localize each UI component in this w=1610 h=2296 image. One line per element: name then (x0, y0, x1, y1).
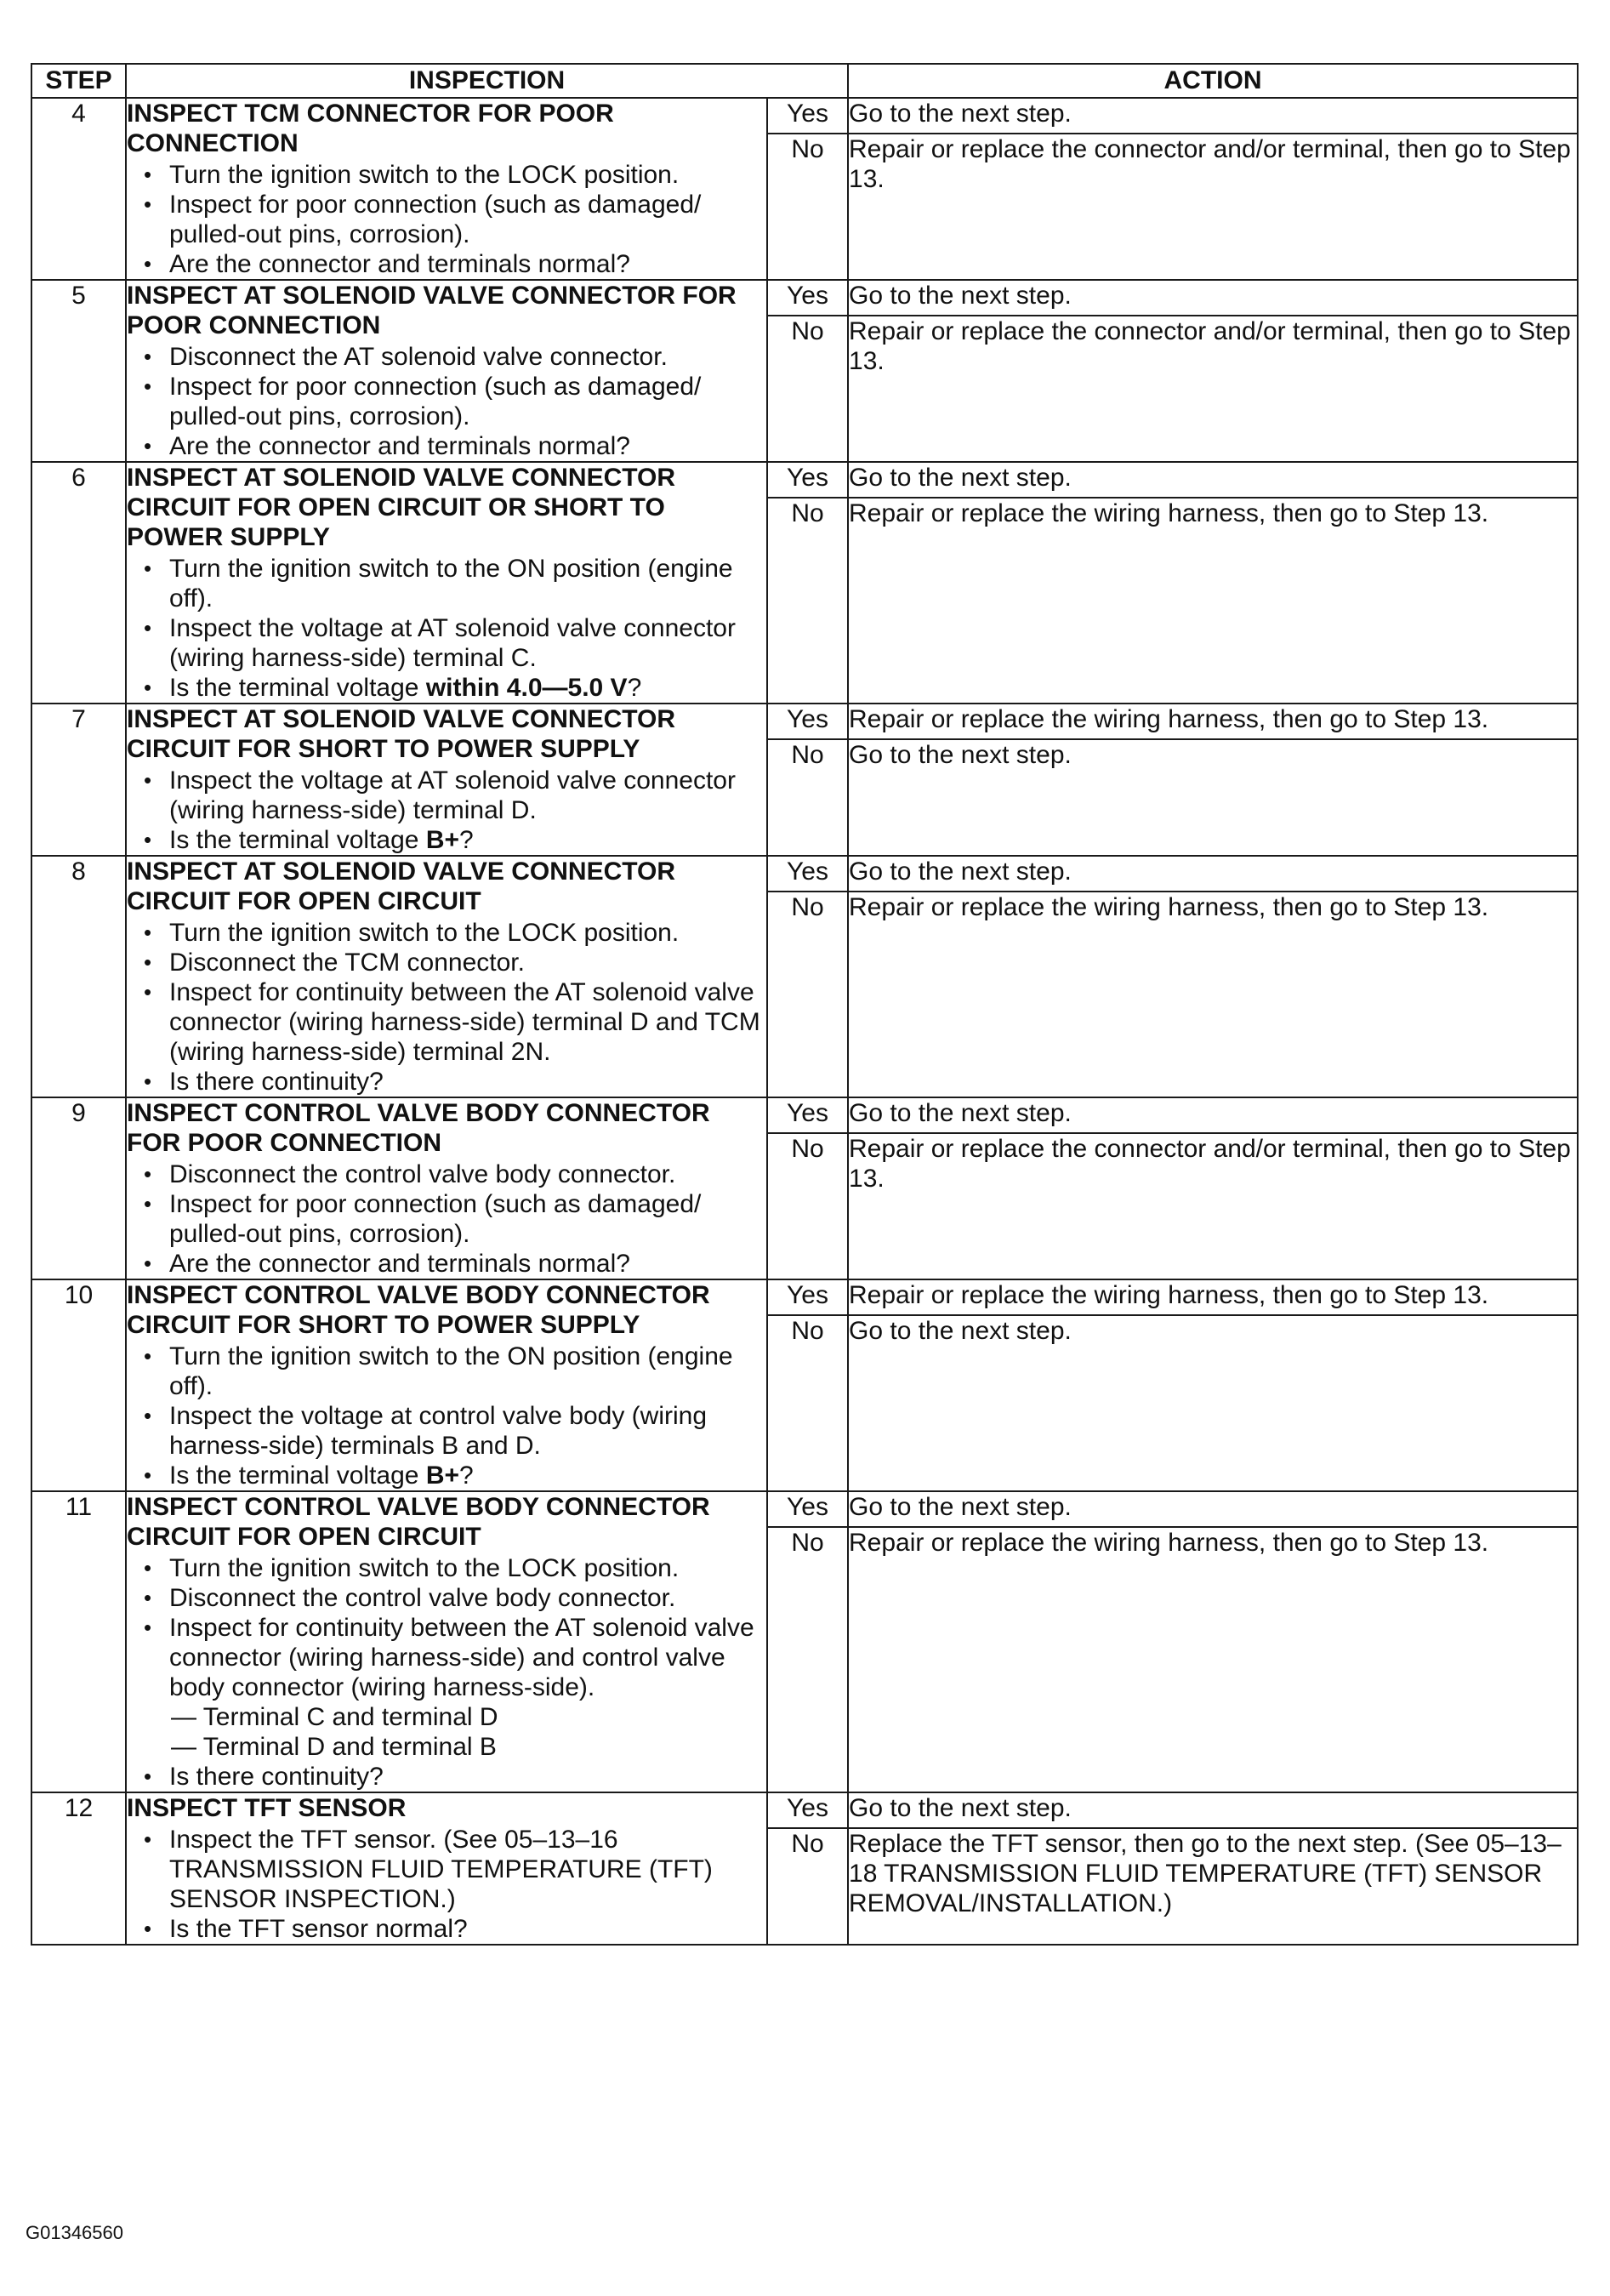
yes-label: Yes (767, 1097, 848, 1133)
no-label: No (767, 316, 848, 462)
table-row (31, 462, 1578, 498)
figure-code: G01346560 (26, 2222, 123, 2243)
inspection-title: INSPECT AT SOLENOID VALVE CONNECTOR FOR POOR CONNECTION (127, 282, 737, 339)
question-end: ? (459, 1461, 474, 1490)
question-text: Is the terminal voltage (169, 826, 426, 854)
yes-label: Yes (767, 1491, 848, 1527)
inspection-cell (126, 280, 767, 462)
inspection-bullet: • Turn the ignition switch to the LOCK position. (127, 160, 766, 190)
inspection-bullet: • Turn the ignition switch to the ON position (engine off). (127, 554, 766, 613)
terminal-pair: — Terminal C and terminal D (171, 1703, 498, 1731)
inspection-bullet: • Are the connector and terminals normal? (127, 431, 766, 461)
inspection-bullet-question (127, 673, 766, 703)
yes-action: Go to the next step. (848, 856, 1578, 892)
inspection-bullet: • Inspect the voltage at AT solenoid valve connector (wiring harness-side) terminal D. (127, 766, 766, 825)
no-label: No (767, 1828, 848, 1945)
inspection-bullet: • Turn the ignition switch to the LOCK position. (127, 918, 766, 948)
inspection-bullet: • Inspect for poor connection (such as damaged/ pulled-out pins, corrosion). (127, 190, 766, 249)
inspection-cell (126, 1792, 767, 1945)
inspection-title: INSPECT AT SOLENOID VALVE CONNECTOR CIRCUIT FOR OPEN CIRCUIT (127, 857, 676, 915)
yes-label: Yes (767, 1279, 848, 1315)
table-body (31, 98, 1578, 1945)
inspection-bullet: • Inspect the TFT sensor. (See 05–13–16 TRANSMISSION FLUID TEMPERATURE (TFT) SENSOR INSPECTION.) (127, 1825, 766, 1914)
inspection-title: INSPECT TFT SENSOR (127, 1794, 407, 1822)
yes-action: Go to the next step. (848, 1097, 1578, 1133)
diagnostic-sheet (31, 63, 1577, 1946)
inspection-bullet: • Inspect the voltage at control valve body (wiring harness-side) terminals B and D. (127, 1401, 766, 1461)
inspection-bullets (127, 342, 766, 461)
inspection-cell (126, 704, 767, 856)
inspection-bullets (127, 1159, 766, 1279)
inspection-bullet: • Inspect for continuity between the AT solenoid valve connector (wiring harness-side) terminal D and TCM (wiring harness-side) terminal 2N. (127, 977, 766, 1067)
no-label: No (767, 892, 848, 1097)
no-label: No (767, 1133, 848, 1279)
inspection-bullet: • Disconnect the control valve body connector. (127, 1159, 766, 1189)
inspection-bullet-question (127, 825, 766, 855)
inspection-title: INSPECT CONTROL VALVE BODY CONNECTOR CIRCUIT FOR OPEN CIRCUIT (127, 1493, 710, 1551)
inspection-cell (126, 98, 767, 280)
inspection-cell (126, 462, 767, 704)
table-row (31, 1097, 1578, 1133)
inspection-title: INSPECT AT SOLENOID VALVE CONNECTOR CIRCUIT FOR OPEN CIRCUIT OR SHORT TO POWER SUPPLY (127, 464, 676, 551)
inspection-cell (126, 1279, 767, 1491)
no-action: Repair or replace the wiring harness, then go to Step 13. (848, 892, 1578, 1097)
yes-action: Go to the next step. (848, 1792, 1578, 1828)
yes-label: Yes (767, 704, 848, 739)
inspection-cell (126, 1097, 767, 1279)
yes-label: Yes (767, 856, 848, 892)
step-number: 11 (31, 1491, 126, 1792)
step-number: 5 (31, 280, 126, 462)
no-label: No (767, 134, 848, 280)
table-row (31, 1279, 1578, 1315)
inspection-bullet: • Disconnect the control valve body connector. (127, 1583, 766, 1613)
inspection-bullet-question (127, 1461, 766, 1490)
inspection-bullet: • Inspect for poor connection (such as damaged/ pulled-out pins, corrosion). (127, 372, 766, 431)
inspection-title: INSPECT AT SOLENOID VALVE CONNECTOR CIRCUIT FOR SHORT TO POWER SUPPLY (127, 705, 676, 763)
no-action: Repair or replace the wiring harness, then go to Step 13. (848, 498, 1578, 704)
inspection-bullets (127, 160, 766, 279)
table-row (31, 280, 1578, 316)
inspection-bullet: • Turn the ignition switch to the ON position (engine off). (127, 1342, 766, 1401)
yes-label: Yes (767, 462, 848, 498)
step-number: 8 (31, 856, 126, 1097)
inspection-cell (126, 856, 767, 1097)
inspection-bullets (127, 1825, 766, 1944)
terminal-pair: — Terminal D and terminal B (171, 1733, 497, 1761)
question-text: Is the terminal voltage (169, 1461, 426, 1490)
step-header: STEP (31, 64, 126, 98)
inspection-bullet: • Is there continuity? (127, 1067, 766, 1097)
inspection-header: INSPECTION (126, 64, 848, 98)
no-action: Go to the next step. (848, 739, 1578, 856)
no-label: No (767, 498, 848, 704)
no-label: No (767, 1315, 848, 1491)
inspection-bullets (127, 554, 766, 703)
inspection-title: INSPECT CONTROL VALVE BODY CONNECTOR CIRCUIT FOR SHORT TO POWER SUPPLY (127, 1281, 710, 1339)
no-label: No (767, 1527, 848, 1792)
yes-label: Yes (767, 98, 848, 134)
inspection-bullet: • Is the TFT sensor normal? (127, 1914, 766, 1944)
no-label: No (767, 739, 848, 856)
question-value: within 4.0—5.0 V (425, 674, 628, 702)
inspection-bullets (127, 918, 766, 1097)
inspection-bullet: • Turn the ignition switch to the LOCK position. (127, 1553, 766, 1583)
question-end: ? (459, 826, 474, 854)
inspection-bullet: • Inspect for continuity between the AT solenoid valve connector (wiring harness-side) and control valve body connector (wiring harness-side). (127, 1613, 766, 1702)
inspection-bullet: • Is there continuity? (127, 1762, 766, 1792)
question-value: B+ (425, 1461, 460, 1490)
table-row (31, 1792, 1578, 1828)
no-action: Repair or replace the connector and/or terminal, then go to Step 13. (848, 316, 1578, 462)
header-row (31, 64, 1578, 98)
question-value: B+ (425, 826, 460, 854)
action-header: ACTION (848, 64, 1578, 98)
inspection-title: INSPECT CONTROL VALVE BODY CONNECTOR FOR POOR CONNECTION (127, 1099, 710, 1157)
table-row (31, 704, 1578, 739)
inspection-bullets (127, 1553, 766, 1792)
no-action: Replace the TFT sensor, then go to the next step. (See 05–13–18 TRANSMISSION FLUID TEMPERATURE (TFT) SENSOR REMOVAL/INSTALLATION.) (848, 1828, 1578, 1945)
inspection-bullets (127, 1342, 766, 1490)
step-number: 6 (31, 462, 126, 704)
no-action: Repair or replace the connector and/or terminal, then go to Step 13. (848, 134, 1578, 280)
yes-label: Yes (767, 1792, 848, 1828)
question-text: Is the terminal voltage (169, 674, 426, 702)
inspection-bullet: • Disconnect the TCM connector. (127, 948, 766, 977)
inspection-bullet: • Are the connector and terminals normal? (127, 1249, 766, 1279)
inspection-cell (126, 1491, 767, 1792)
no-action: Repair or replace the wiring harness, then go to Step 13. (848, 1527, 1578, 1792)
yes-label: Yes (767, 280, 848, 316)
step-number: 9 (31, 1097, 126, 1279)
table-row (31, 98, 1578, 134)
step-number: 12 (31, 1792, 126, 1945)
yes-action: Go to the next step. (848, 98, 1578, 134)
table-row (31, 856, 1578, 892)
yes-action: Go to the next step. (848, 462, 1578, 498)
inspection-bullet: • Disconnect the AT solenoid valve connector. (127, 342, 766, 372)
yes-action: Repair or replace the wiring harness, then go to Step 13. (848, 1279, 1578, 1315)
yes-action: Repair or replace the wiring harness, then go to Step 13. (848, 704, 1578, 739)
diagnostic-table (31, 63, 1579, 1946)
inspection-bullet: • Are the connector and terminals normal? (127, 249, 766, 279)
inspection-title: INSPECT TCM CONNECTOR FOR POOR CONNECTION (127, 100, 614, 157)
step-number: 4 (31, 98, 126, 280)
no-action: Repair or replace the connector and/or terminal, then go to Step 13. (848, 1133, 1578, 1279)
table-row (31, 1491, 1578, 1527)
yes-action: Go to the next step. (848, 1491, 1578, 1527)
inspection-bullet: • Inspect for poor connection (such as damaged/ pulled-out pins, corrosion). (127, 1189, 766, 1249)
inspection-bullet: • Inspect the voltage at AT solenoid valve connector (wiring harness-side) terminal C. (127, 613, 766, 673)
yes-action: Go to the next step. (848, 280, 1578, 316)
step-number: 10 (31, 1279, 126, 1491)
no-action: Go to the next step. (848, 1315, 1578, 1491)
step-number: 7 (31, 704, 126, 856)
inspection-bullets (127, 766, 766, 855)
question-end: ? (627, 674, 642, 702)
